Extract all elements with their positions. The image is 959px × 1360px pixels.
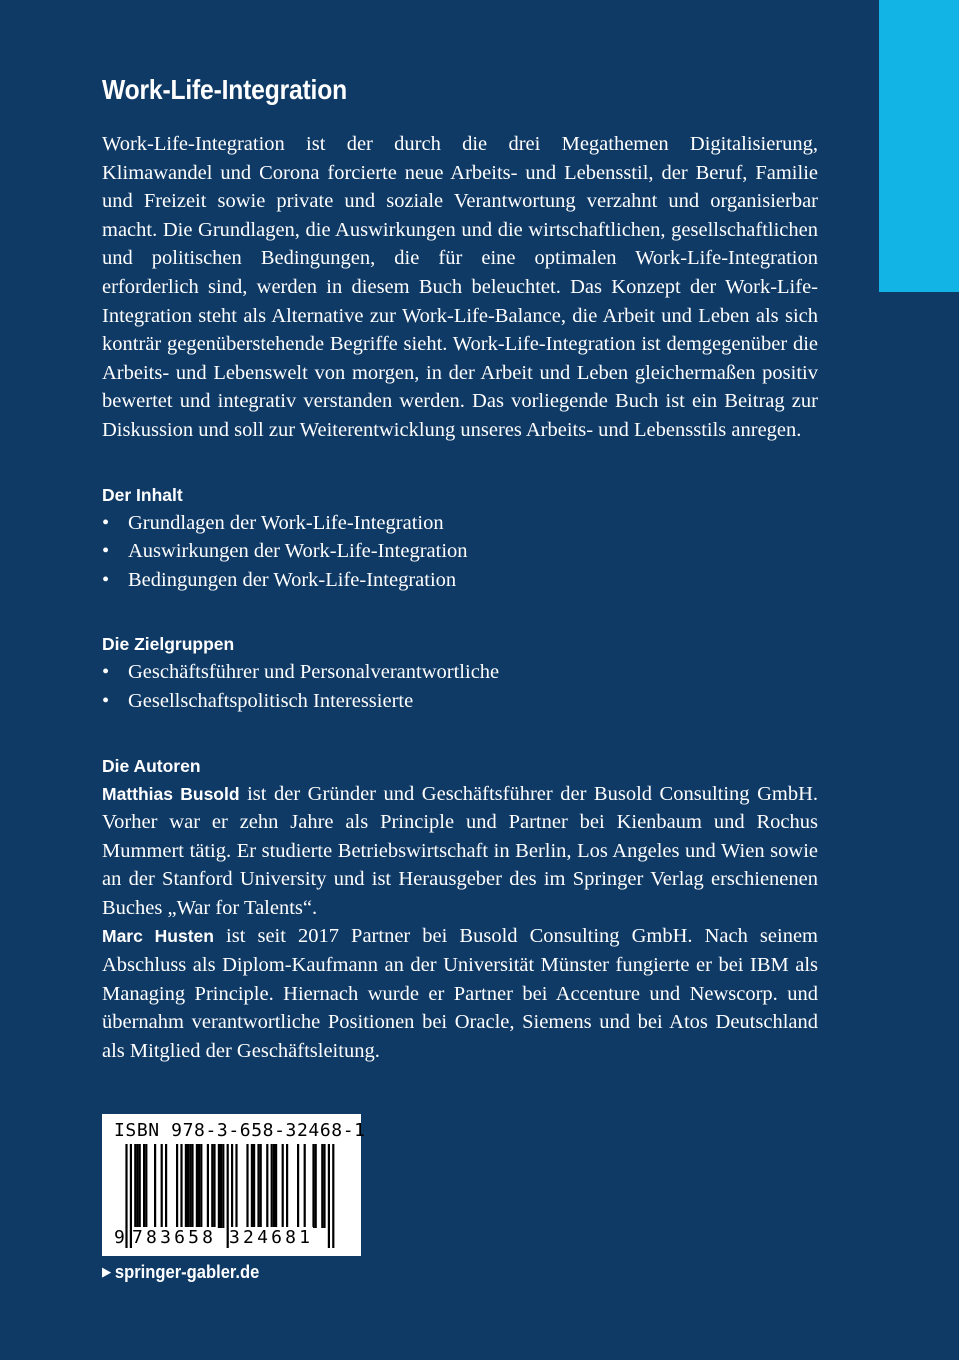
- list-item: [102, 687, 818, 716]
- author-bio-busold: [102, 780, 818, 923]
- list-item-text: Geschäftsführer und Personalverantwortliche: [128, 661, 500, 684]
- barcode-bar: [222, 1144, 224, 1228]
- inhalt-heading: Der Inhalt: [102, 484, 183, 505]
- barcode-bar: [139, 1144, 141, 1228]
- barcode-bar: [286, 1144, 288, 1228]
- bullet-icon: •: [102, 511, 110, 534]
- zielgruppen-list: [102, 658, 818, 715]
- accent-bar: [879, 0, 959, 292]
- barcode-bar: [328, 1144, 330, 1248]
- barcode-bar: [211, 1144, 213, 1228]
- intro-paragraph: Work-Life-Integration ist der durch die drei Megathemen Digitalisierung, Klimawandel und Corona forcierte neue Arbeits- und Lebensstil, der Beruf, Familie und Freizeit sowie private und soziale Verantwortung verzahnt und organisierbar macht. Die Grundlagen, die Auswirkungen und die wirtschaftlichen, gesellschaftlichen und politischen Bedingungen, die für eine optimalen Work-Life-Integration erforderlich sind, werden in diesem Buch beleuchtet. Das Konzept der Work-Life-Integration steht als Alternative zur Work-Life-Balance, die Arbeit und Leben als sich konträr gegenüberstehende Begriffe sieht. Work-Life-Integration ist demgegenüber die Arbeits- und Lebenswelt von morgen, in der Arbeit und Leben gleichermaßen positiv bewertet und integrativ verstanden werden. Das vorliegende Buch ist ein Beitrag zur Diskussion und soll zur Weiterentwicklung unseres Arbeits- und Lebensstils anregen.: [102, 133, 818, 441]
- barcode-bar: [321, 1144, 323, 1228]
- website-text: springer-gabler.de: [114, 1262, 260, 1282]
- barcode-bar: [165, 1144, 167, 1228]
- bullet-icon: •: [102, 661, 110, 684]
- barcode-bar: [180, 1144, 182, 1228]
- arrow-right-icon: ▶: [102, 1264, 112, 1279]
- barcode-bar: [200, 1144, 202, 1228]
- barcode-bar: [207, 1144, 209, 1228]
- barcode-bar: [134, 1144, 136, 1228]
- barcode-bar: [260, 1144, 262, 1228]
- zielgruppen-heading: Die Zielgruppen: [102, 634, 235, 655]
- list-item: [102, 658, 818, 687]
- back-cover-content: [102, 70, 818, 1065]
- barcode-bar: [185, 1144, 187, 1228]
- barcode-bar: [257, 1144, 259, 1228]
- website-link[interactable]: [102, 1262, 259, 1283]
- list-item-text: Auswirkungen der Work-Life-Integration: [128, 540, 468, 563]
- barcode-bar: [323, 1144, 325, 1228]
- author-bio-text-husten: ist seit 2017 Partner bei Busold Consulting GmbH. Nach seinem Abschluss als Diplom-Kaufmann an der Universität Münster fungierte er bei IBM als Managing Principle. Hiernach wurde er Partner bei Accenture und Newscorp. und übernahm verantwortliche Positionen bei Oracle, Siemens und bei Atos Deutschland als Mitglied der Geschäftsleitung.: [102, 925, 818, 1062]
- author-name-husten: Marc Husten: [102, 926, 214, 947]
- barcode-bar: [315, 1144, 317, 1228]
- barcode-bar: [271, 1144, 273, 1228]
- barcode-bar: [154, 1144, 156, 1228]
- barcode-bar: [251, 1144, 253, 1228]
- isbn-barcode: [102, 1114, 366, 1256]
- barcode-digits-right: 324681: [229, 1227, 314, 1248]
- barcode-bar: [266, 1144, 268, 1228]
- barcode-bar: [220, 1144, 222, 1228]
- barcode-bar: [312, 1144, 314, 1228]
- barcode-bar: [304, 1144, 306, 1228]
- barcode-bar: [282, 1144, 284, 1228]
- bullet-icon: •: [102, 689, 110, 712]
- barcode-bar: [176, 1144, 178, 1228]
- bullet-icon: •: [102, 540, 110, 563]
- barcode-bar: [189, 1144, 191, 1228]
- barcode-bar: [332, 1144, 334, 1248]
- author-name-busold: Matthias Busold: [102, 783, 240, 804]
- barcode-bar: [235, 1144, 237, 1228]
- bullet-icon: •: [102, 568, 110, 591]
- barcode-bar: [145, 1144, 147, 1228]
- list-item-text: Grundlagen der Work-Life-Integration: [128, 511, 444, 534]
- list-item-text: Bedingungen der Work-Life-Integration: [128, 568, 457, 591]
- isbn-label: ISBN 978-3-658-32468-1: [114, 1120, 366, 1141]
- barcode-bar: [161, 1144, 163, 1228]
- barcode-bar: [297, 1144, 299, 1228]
- list-item: [102, 537, 818, 566]
- barcode-bar: [196, 1144, 198, 1228]
- barcode-bar: [253, 1144, 255, 1228]
- barcode-bar: [187, 1144, 189, 1228]
- list-item-text: Gesellschaftspolitisch Interessierte: [128, 689, 414, 712]
- autoren-heading: Die Autoren: [102, 755, 201, 776]
- list-item: [102, 566, 818, 595]
- barcode-bar: [213, 1144, 215, 1228]
- barcode-bar: [275, 1144, 277, 1228]
- barcode-bar: [218, 1144, 220, 1228]
- list-item: [102, 509, 818, 538]
- barcode-bar: [125, 1144, 127, 1248]
- author-bio-text-busold: ist der Gründer und Geschäftsführer der Busold Consulting GmbH. Vorher war er zehn Jahre als Principle und Partner bei Kienbaum und Rochus Mummert tätig. Er studierte Betriebswirtschaft in Berlin, Los Angeles und Wien sowie an der Stanford University und ist Herausgeber des im Springer Verlag erschienenen Buches „War for Talents“.: [102, 782, 818, 919]
- author-bio-husten: [102, 922, 818, 1065]
- barcode-bar: [136, 1144, 138, 1228]
- page-title: Work-Life-Integration: [102, 74, 347, 105]
- barcode-digits-left: 783658: [132, 1227, 217, 1248]
- barcode-bar: [191, 1144, 193, 1228]
- inhalt-list: [102, 509, 818, 595]
- barcode-bar: [273, 1144, 275, 1228]
- barcode-bar: [246, 1144, 248, 1228]
- barcode-bar: [198, 1144, 200, 1228]
- barcode-bar: [143, 1144, 145, 1228]
- barcode-digit-first: 9: [114, 1227, 125, 1248]
